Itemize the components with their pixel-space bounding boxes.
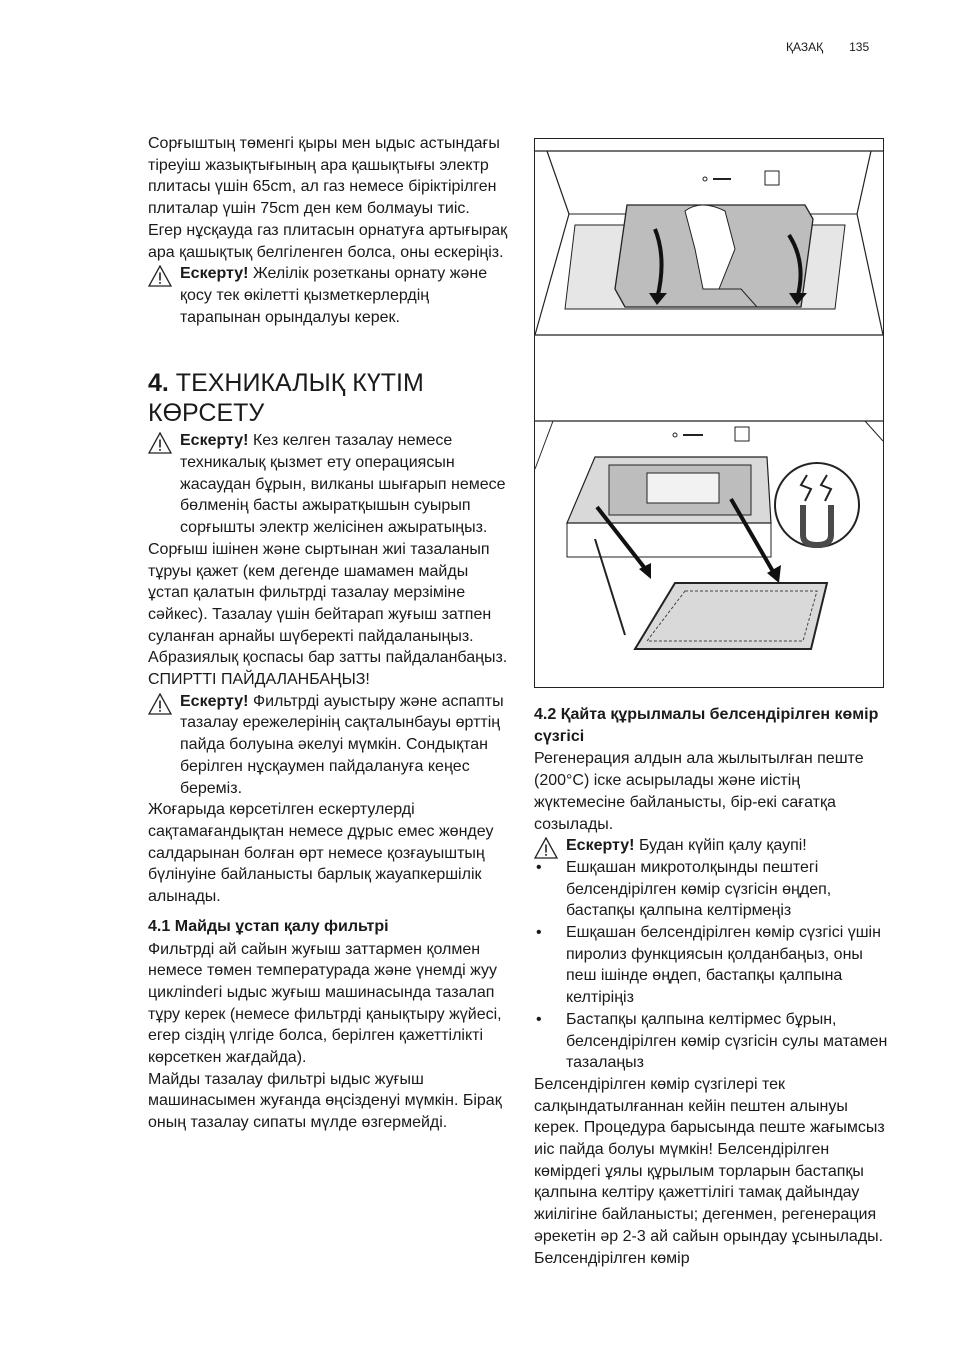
warning-icon xyxy=(148,432,172,454)
subsection-heading: 4.1 Майды ұстап қалу фильтрі xyxy=(148,917,389,935)
list-item xyxy=(534,857,890,922)
warning-text: Кез келген тазалау немесе техникалық қызмет ету операциясын жасаудан бұрын, вилканы шығарып немесе бөлменің басты ажыратқышын суырып сорғышты электр желісінен ажыратыңыз. xyxy=(180,432,506,537)
body-paragraph: Жоғарыда көрсетілген ескертулерді сақтамағандықтан немесе дұрыс емес жөндеу салдарынан болған өрт немесе қозғауыштың бүлінуіне байланысты барлық жауапкершілік алынады. xyxy=(148,801,494,906)
body-paragraph: Белсендірілген көмір сүзгілері тек салқындатылғаннан кейін пештен алынуы керек. Процедура барысында пеште жағымсыз иіс пайда болуы мүмкін! Белсендірілген көмірдегі ұялы құрылым торларын бастапқы қалпына келтіру қажеттілігі тамақ дайындау жиілігіне байланысты; дегенмен, регенерация әрекетін әр 2-3 ай сайын орындау ұсынылады. Белсендірілген көмір xyxy=(534,1075,885,1267)
warning-label: Ескерту! xyxy=(180,432,249,450)
page-header xyxy=(786,40,869,54)
subsection-heading: 4.2 Қайта құрылмалы белсендірілген көмір сүзгісі xyxy=(534,706,879,745)
section-heading xyxy=(148,368,508,428)
warning-block xyxy=(148,691,508,800)
bullet-icon: • xyxy=(536,924,542,942)
warning-text: Фильтрді ауыстыру және аспапты тазалау ережелерінің сақталынбауы өрттің пайда болуына әкелуі мүмкін. Сондықтан берілген нұсқаумен пайдалануға кеңес береміз. xyxy=(180,692,504,797)
filter-removal-illustration xyxy=(534,138,884,688)
list-item-text: Бастапқы қалпына келтірмес бұрын, белсендірілген көмір сүзгісін сулы матамен тазалаңыз xyxy=(566,1010,888,1072)
list-item xyxy=(534,922,890,1009)
bullet-icon: • xyxy=(536,1010,542,1028)
warning-label: Ескерту! xyxy=(566,837,635,855)
right-column xyxy=(534,704,890,1269)
body-paragraph: Регенерация алдын ала жылытылған пеште (200°C) іске асырылады және иістің жүктемесіне байланысты, бір-екі сағатқа созылады. xyxy=(534,750,864,833)
warning-block xyxy=(534,835,890,857)
warning-label: Ескерту! xyxy=(180,265,249,283)
section-title: ТЕХНИКАЛЫҚ КҮТІМ КӨРСЕТУ xyxy=(148,369,424,428)
warning-text: Будан күйіп қалу қаупі! xyxy=(634,837,807,855)
warning-label: Ескерту! xyxy=(180,692,249,710)
left-column xyxy=(148,133,508,1134)
intro-paragraph: Сорғыштың төменгі қыры мен ыдыс астындағы тіреуіш жазықтығының ара қашықтығы электр плитасы үшін 65cm, ал газ немесе біріктірілген плиталар үшін 75cm ден кем болмауы тиіс. xyxy=(148,135,500,218)
header-language: ҚАЗАҚ xyxy=(786,40,824,54)
body-paragraph: Майды тазалау фильтрі ыдыс жуғыш машинасымен жуғанда өңсізденуі мүмкін. Бірақ оның тазалау сипаты мүлде өзгермейді. xyxy=(148,1070,502,1132)
illustration-drawing xyxy=(535,139,883,687)
body-paragraph: Фильтрді ай сайын жуғыш заттармен қолмен немесе төмен температурада және үнемді жуу циклindегі ыдыс жуғыш машинасында тазалап тұру керек (немесе фильтрді қанықтыру жүйесі, егер сіздің үлгіде болса, берілген қажеттілікті көрсеткен жағдайда). xyxy=(148,940,502,1067)
hood-top-view xyxy=(535,151,883,335)
warning-icon xyxy=(148,265,172,287)
list-item xyxy=(534,1009,890,1074)
warning-text: Желілік розетканы орнату және қосу тек өкілетті қызметкерлердің тарапынан орындалуы керек. xyxy=(180,265,488,326)
warning-block xyxy=(148,430,508,539)
list-item-text: Ешқашан микротолқынды пештегі белсендірілген көмір сүзгісін өңдеп, бастапқы қалпына келтірмеңіз xyxy=(566,858,832,920)
hood-bottom-view xyxy=(535,421,883,649)
warning-block xyxy=(148,263,508,328)
page-number: 135 xyxy=(849,40,870,54)
list-item-text: Ешқашан белсендірілген көмір сүзгісі үшін пиролиз функциясын қолданбаңыз, оны пеш ішінде өңдеп, бастапқы қалпына келтіріңіз xyxy=(566,924,881,1007)
warning-icon xyxy=(148,693,172,715)
intro-paragraph: Егер нұсқауда газ плитасын орнатуға артығырақ ара қашықтық белгіленген болса, оны ескеріңіз. xyxy=(148,221,508,261)
body-paragraph: СПИРТТІ ПАЙДАЛАНБАҢЫЗ! xyxy=(148,671,370,689)
bullet-icon: • xyxy=(536,858,542,876)
warning-icon xyxy=(534,837,558,859)
section-number: 4. xyxy=(148,369,169,398)
body-paragraph: Сорғыш ішінен және сыртынан жиі тазаланып тұруы қажет (кем дегенде шамамен майды ұстап қалатын фильтрді тазалау мерзіміне сәйкес). Тазалау үшін бейтарап жуғыш затпен суланған арнайы шүберекті пайдаланыңыз. Абразиялық қоспасы бар затты пайдаланбаңыз. xyxy=(148,540,508,667)
